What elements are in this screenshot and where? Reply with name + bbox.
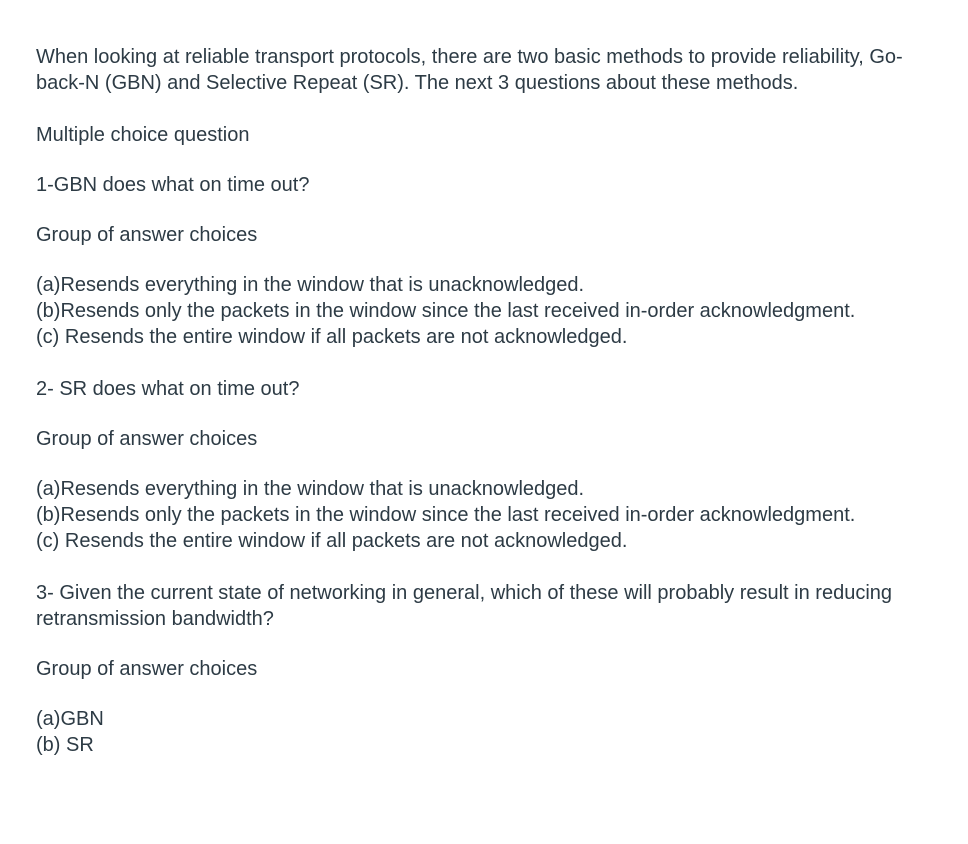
question-2-choices bbox=[36, 476, 936, 554]
intro-paragraph: When looking at reliable transport protocols, there are two basic methods to provide reliability, Go-back-N (GBN) and Selective Repeat (SR). The next 3 questions about these methods. bbox=[36, 46, 903, 94]
question-3-group-label: Group of answer choices bbox=[36, 658, 258, 680]
question-1-choice-a[interactable]: (a)Resends everything in the window that is unacknowledged. bbox=[36, 274, 585, 296]
question-content bbox=[36, 44, 936, 784]
question-1-choice-b[interactable]: (b)Resends only the packets in the window since the last received in-order acknowledgment. bbox=[36, 300, 856, 322]
question-2-choice-a[interactable]: (a)Resends everything in the window that is unacknowledged. bbox=[36, 478, 585, 500]
question-3-choice-a[interactable]: (a)GBN bbox=[36, 708, 104, 730]
question-1-choices bbox=[36, 272, 936, 350]
question-3-choices bbox=[36, 706, 936, 758]
question-1-choice-c[interactable]: (c) Resends the entire window if all packets are not acknowledged. bbox=[36, 326, 628, 348]
question-3-choice-b[interactable]: (b) SR bbox=[36, 734, 94, 756]
question-type-label: Multiple choice question bbox=[36, 124, 250, 146]
question-2-group-label: Group of answer choices bbox=[36, 428, 258, 450]
question-1-text: 1-GBN does what on time out? bbox=[36, 174, 310, 196]
question-2-choice-c[interactable]: (c) Resends the entire window if all packets are not acknowledged. bbox=[36, 530, 628, 552]
question-1-group-label: Group of answer choices bbox=[36, 224, 258, 246]
question-2-text: 2- SR does what on time out? bbox=[36, 378, 300, 400]
question-2-choice-b[interactable]: (b)Resends only the packets in the window since the last received in-order acknowledgment. bbox=[36, 504, 856, 526]
question-3-text: 3- Given the current state of networking in general, which of these will probably result in reducing retransmission bandwidth? bbox=[36, 582, 893, 630]
